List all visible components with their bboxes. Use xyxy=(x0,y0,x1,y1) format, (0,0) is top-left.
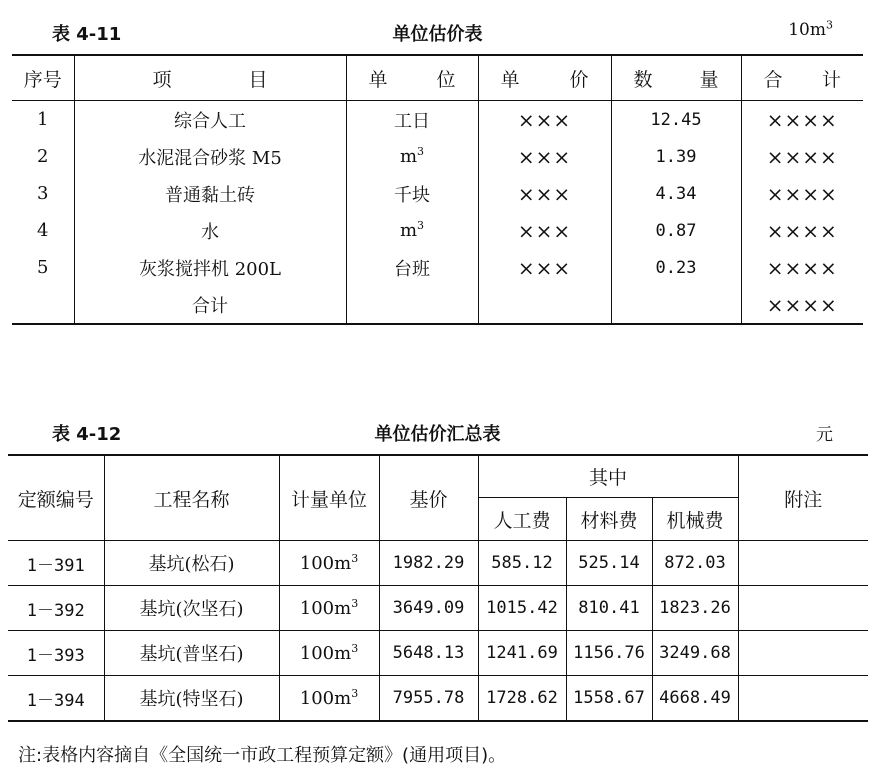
price-cell: ××× xyxy=(478,138,611,175)
unit-price-summary-table xyxy=(8,454,868,722)
header-price: 单 价 xyxy=(478,55,611,101)
code-cell: 1－391 xyxy=(8,541,104,586)
seq-cell: 4 xyxy=(37,220,49,241)
qty-cell: 0.23 xyxy=(611,249,741,286)
header-unit: 单 位 xyxy=(346,55,478,101)
base-cell: 7955.78 xyxy=(379,676,478,722)
table-row xyxy=(12,249,863,286)
sum-row xyxy=(12,286,863,324)
table-title: 单位估价汇总表 xyxy=(374,424,501,445)
item-cell: 综合人工 xyxy=(74,101,346,139)
total-cell: ×××× xyxy=(741,212,863,249)
table-number: 表 4-12 xyxy=(52,424,122,445)
table-row xyxy=(12,212,863,249)
remark-cell xyxy=(738,586,868,631)
header-seq: 序号 xyxy=(12,55,74,101)
table-header-row xyxy=(8,455,868,498)
header-base: 基价 xyxy=(379,455,478,541)
machine-cell: 4668.49 xyxy=(652,676,738,722)
total-cell: ×××× xyxy=(741,138,863,175)
table-row xyxy=(8,676,868,722)
price-cell: ××× xyxy=(478,249,611,286)
table-unit: $10m^3$ xyxy=(788,18,833,40)
table-header-row xyxy=(12,55,863,101)
header-material: 材料费 xyxy=(566,498,652,541)
code-cell: 1－393 xyxy=(8,631,104,676)
qty-cell: 12.45 xyxy=(611,101,741,139)
item-cell: 水 xyxy=(74,212,346,249)
unit-cell: $m^3$ xyxy=(346,212,478,249)
material-cell: 810.41 xyxy=(566,586,652,631)
unit-cell: 工日 xyxy=(346,101,478,139)
unit-cell: $m^3$ xyxy=(346,138,478,175)
name-cell: 基坑(特坚石) xyxy=(104,676,279,722)
header-total: 合 计 xyxy=(741,55,863,101)
total-cell: ×××× xyxy=(741,175,863,212)
seq-cell: 5 xyxy=(37,257,49,278)
remark-cell xyxy=(738,541,868,586)
price-cell: ××× xyxy=(478,175,611,212)
header-remark: 附注 xyxy=(738,455,868,541)
labor-cell: 585.12 xyxy=(478,541,566,586)
table-row xyxy=(8,586,868,631)
remark-cell xyxy=(738,676,868,722)
seq-cell: 3 xyxy=(37,183,49,204)
measure-cell: $100m^3$ xyxy=(279,541,379,586)
labor-cell: 1728.62 xyxy=(478,676,566,722)
code-cell: 1－392 xyxy=(8,586,104,631)
unit-cell xyxy=(346,286,478,324)
item-cell: 水泥混合砂浆 M5 xyxy=(74,138,346,175)
qty-cell: 1.39 xyxy=(611,138,741,175)
name-cell: 基坑(次坚石) xyxy=(104,586,279,631)
unit-cell: 台班 xyxy=(346,249,478,286)
measure-cell: $100m^3$ xyxy=(279,676,379,722)
header-name: 工程名称 xyxy=(104,455,279,541)
material-cell: 1558.67 xyxy=(566,676,652,722)
name-cell: 基坑(松石) xyxy=(104,541,279,586)
header-measure: 计量单位 xyxy=(279,455,379,541)
table-4-11-caption xyxy=(0,16,875,46)
table-footnote: 注:表格内容摘自《全国统一市政工程预算定额》(通用项目)。 xyxy=(18,745,507,766)
table-4-12-caption xyxy=(0,416,875,446)
code-cell: 1－394 xyxy=(8,676,104,722)
labor-cell: 1015.42 xyxy=(478,586,566,631)
table-row xyxy=(12,101,863,139)
measure-cell: $100m^3$ xyxy=(279,586,379,631)
price-cell: ××× xyxy=(478,101,611,139)
material-cell: 525.14 xyxy=(566,541,652,586)
measure-cell: $100m^3$ xyxy=(279,631,379,676)
unit-cell: 千块 xyxy=(346,175,478,212)
table-title: 单位估价表 xyxy=(392,24,483,45)
remark-cell xyxy=(738,631,868,676)
table-number: 表 4-11 xyxy=(52,24,122,45)
base-cell: 5648.13 xyxy=(379,631,478,676)
total-cell: ×××× xyxy=(741,286,863,324)
table-row xyxy=(8,631,868,676)
base-cell: 3649.09 xyxy=(379,586,478,631)
header-item: 项 目 xyxy=(74,55,346,101)
labor-cell: 1241.69 xyxy=(478,631,566,676)
header-labor: 人工费 xyxy=(478,498,566,541)
name-cell: 基坑(普坚石) xyxy=(104,631,279,676)
total-cell: ×××× xyxy=(741,249,863,286)
header-code: 定额编号 xyxy=(8,455,104,541)
sum-label: 合计 xyxy=(74,286,346,324)
machine-cell: 1823.26 xyxy=(652,586,738,631)
seq-cell: 1 xyxy=(37,109,49,130)
base-cell: 1982.29 xyxy=(379,541,478,586)
price-cell: ××× xyxy=(478,212,611,249)
machine-cell: 3249.68 xyxy=(652,631,738,676)
item-cell: 灰浆搅拌机 200L xyxy=(74,249,346,286)
unit-price-table xyxy=(12,54,863,325)
table-unit: 元 xyxy=(816,425,833,445)
seq-cell xyxy=(12,286,74,324)
header-group: 其中 xyxy=(478,455,738,498)
price-cell xyxy=(478,286,611,324)
total-cell: ×××× xyxy=(741,101,863,139)
header-qty: 数 量 xyxy=(611,55,741,101)
table-row xyxy=(12,175,863,212)
qty-cell: 0.87 xyxy=(611,212,741,249)
table-row xyxy=(8,541,868,586)
material-cell: 1156.76 xyxy=(566,631,652,676)
header-machine: 机械费 xyxy=(652,498,738,541)
qty-cell: 4.34 xyxy=(611,175,741,212)
machine-cell: 872.03 xyxy=(652,541,738,586)
table-row xyxy=(12,138,863,175)
seq-cell: 2 xyxy=(37,146,49,167)
item-cell: 普通黏土砖 xyxy=(74,175,346,212)
qty-cell xyxy=(611,286,741,324)
